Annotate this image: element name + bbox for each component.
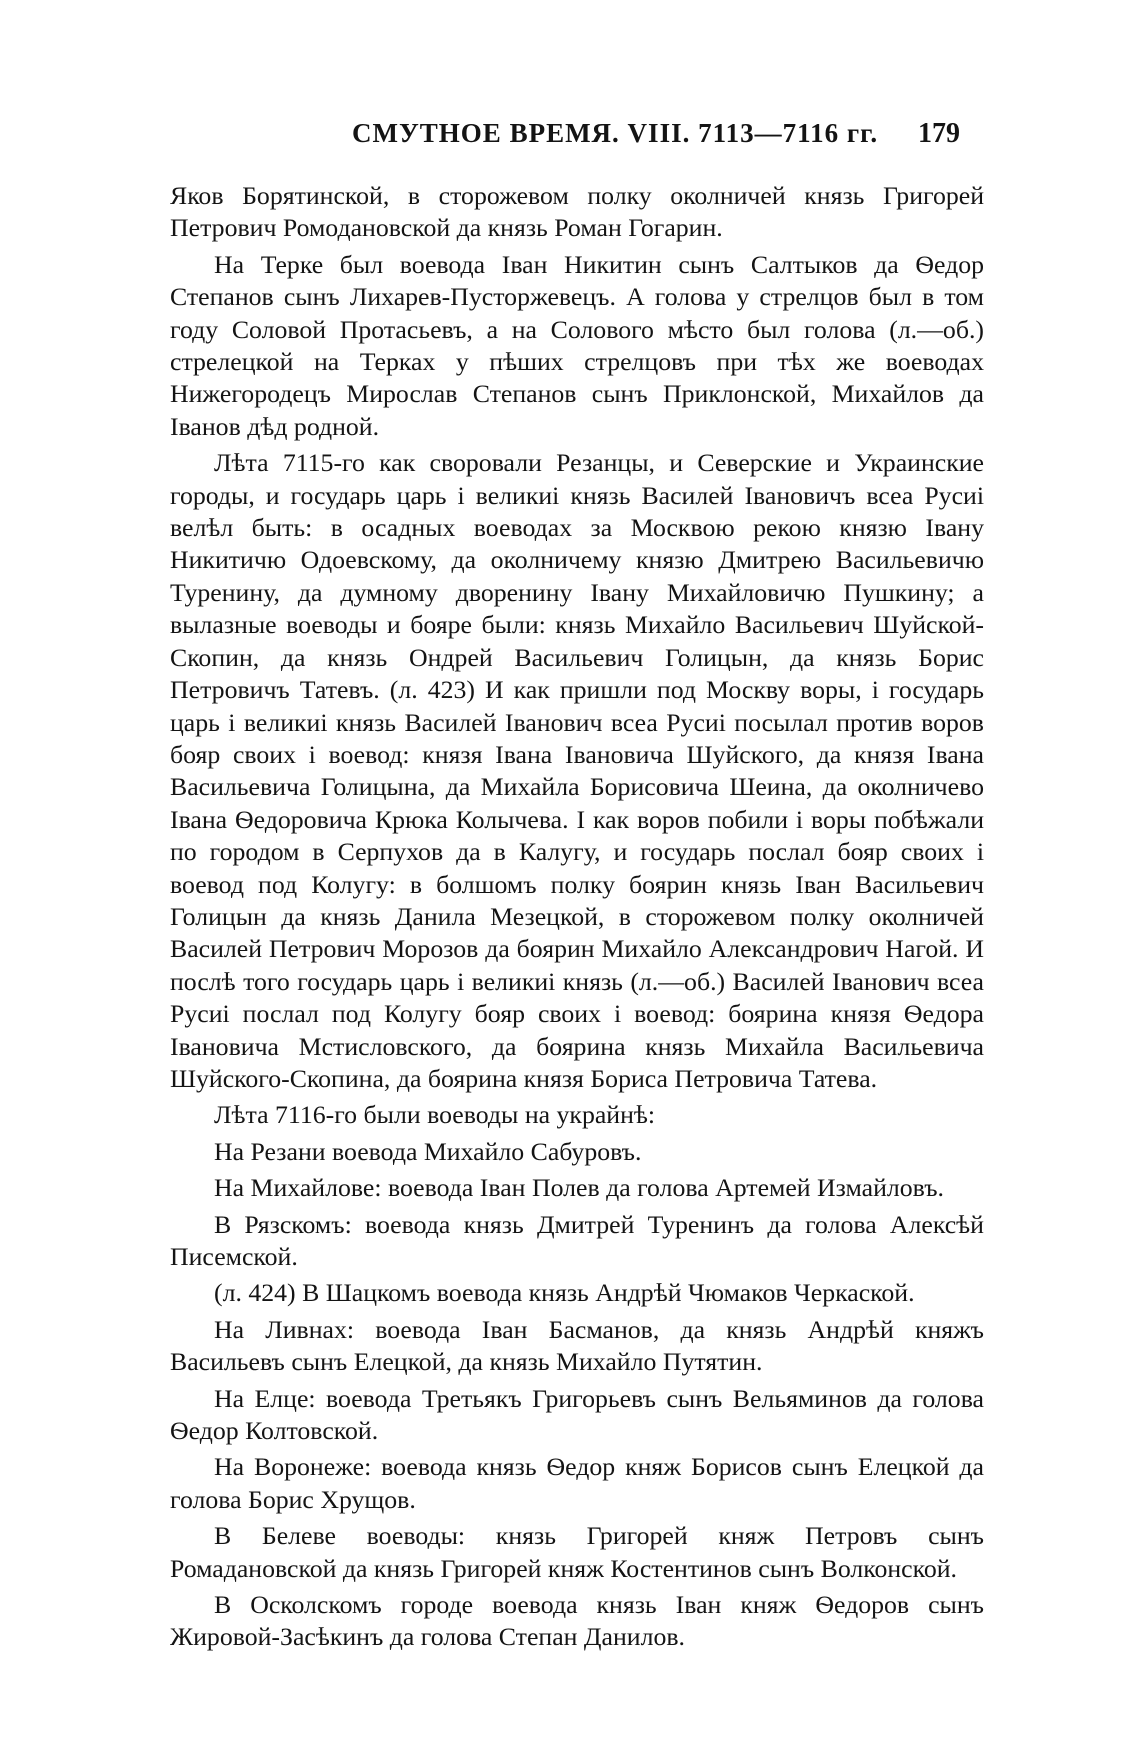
paragraph-12: В Белеве воеводы: князь Григорей княж Петровъ сынъ Ромадановской да князь Григорей княж Костентинов сынъ Волконской. <box>170 1521 984 1583</box>
paragraph-8: (л. 424) В Шацкомъ воевода князь Андрѣй Чюмаков Черкаской. <box>214 1278 915 1308</box>
paragraph-5: На Резани воевода Михайло Сабуровъ. <box>214 1136 642 1166</box>
paragraph-11: На Воронеже: воевода князь Ѳедор княж Борисов сынъ Елецкой да голова Борис Хрущов. <box>170 1452 984 1514</box>
paragraph-6: На Михайлове: воевода Іван Полев да голова Артемей Измайловъ. <box>214 1173 945 1203</box>
paragraph-3: Лѣта 7115-го как своровали Резанцы, и Северские и Украинские городы, и государь царь і великиі князь Василей Івановичъ всеа Русиі велѣл быть: в осадных воеводах за Москвою рекою князю Івану Никитичю Одоевскому, да околничему князю Дмитрею Васильевичю Туренину, да думному дворенину Івану Михайловичю Пушкину; а вылазные воеводы и бояре были: князь Михайло Васильевич Шуйской-Скопин, да князь Ондрей Васильевич Голицын, да князь Борис Петровичъ Татевъ. (л. 423) И как пришли под Москву воры, і государь царь і великиі князь Василей Іванович всеа Русиі посылал против воров бояр своих і воевод: князя Івана Івановича Шуйского, да князя Івана Васильевича Голицына, да Михайла Борисовича Шеина, да околничево Івана Ѳедоровича Крюка Колычева. І как воров побили і воры побѣжали по городом в Серпухов да в Калугу, и государь послал бояр своих і воевод под Колугу: в болшомъ полку боярин князь Іван Васильевич Голицын да князь Данила Мезецкой, в сторожевом полку околничей Василей Петрович Морозов да боярин Михайло Александрович Нагой. И послѣ того государь царь і великиі князь (л.—об.) Василей Іванович всеа Русиі послал под Колугу бояр своих і воевод: боярина князя Ѳедора Івановича Мстисловского, да боярина князь Михайла Васильевича Шуйского-Скопина, да боярина князя Бориса Петровича Татева. <box>170 448 984 1093</box>
running-title: СМУТНОЕ ВРЕМЯ. VIII. 7113—7116 гг. <box>352 118 879 148</box>
paragraph-1: Яков Борятинской, в сторожевом полку околничей князь Григорей Петрович Ромодановской да князь Роман Гогарин. <box>170 181 984 243</box>
page-number: 179 <box>918 118 960 149</box>
running-header <box>176 112 976 152</box>
paragraph-4: Лѣта 7116-го были воеводы на украйнѣ: <box>214 1100 656 1130</box>
paragraph-7: В Рязскомъ: воевода князь Дмитрей Туренинъ да голова Алексѣй Писемской. <box>170 1209 984 1271</box>
paragraph-9: На Ливнах: воевода Іван Басманов, да князь Андрѣй княжъ Васильевъ сынъ Елецкой, да князь Михайло Путятин. <box>170 1314 984 1377</box>
body-text <box>170 176 984 1654</box>
paragraph-10: На Елце: воевода Третьякъ Григорьевъ сынъ Вельяминов да голова Ѳедор Колтовской. <box>170 1383 984 1446</box>
paragraph-13: В Осколскомъ городе воевода князь Іван княж Ѳедоров сынъ Жировой-Засѣкинъ да голова Степан Данилов. <box>170 1590 984 1652</box>
paragraph-2: На Терке был воевода Іван Никитин сынъ Салтыков да Ѳедор Степанов сынъ Лихарев-Пусторжевецъ. А голова у стрелцов был в том году Соловой Протасьевъ, а на Солового мѣсто был голова (л.—об.) стрелецкой на Терках у пѣших стрелцовъ при тѣх же воеводах Нижегородецъ Мирослав Степанов сынъ Приклонской, Михайлов да Іванов дѣд родной. <box>170 249 984 441</box>
